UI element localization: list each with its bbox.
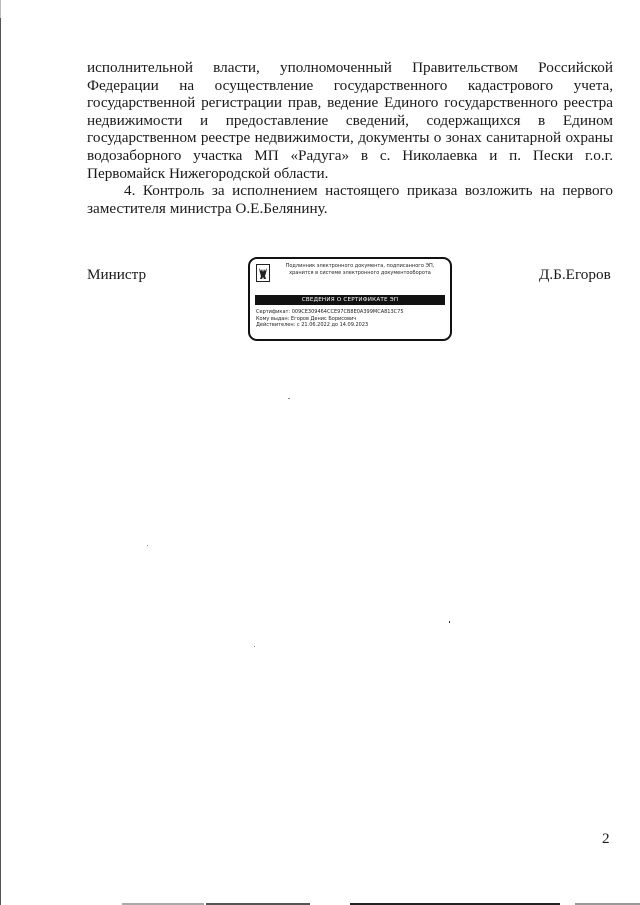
deer-emblem-icon [256,264,270,282]
text-line: Федерации на осуществление государственного кадастрового учета, [87,76,613,94]
scan-edge-top [0,0,1,18]
document-body [87,59,613,217]
text-line: исполнительной власти, уполномоченный Правительством Российской [87,59,613,76]
text-line: 4. Контроль за исполнением настоящего приказа возложить на первого [124,182,613,200]
stamp-certificate-heading: СВЕДЕНИЯ О СЕРТИФИКАТЕ ЭП [255,295,445,305]
certificate-row: Сертификат: 009CE309464CCE97CB8E0A399MCA813C75 [256,309,404,315]
scan-speck [288,398,290,399]
stamp-certificate-info [256,309,404,329]
issued-to-row: Кому выдан: Егоров Денис Борисович [256,315,357,322]
text-line: государственной регистрации прав, ведение Единого государственного реестра [87,94,613,112]
text-line: водозаборного участка МП «Радуга» в с. Николаевка и п. Пески г.о.г. [87,146,613,164]
text-line: Первомайск Нижегородской области. [87,164,329,182]
scan-speck [254,646,255,647]
validity-value: с 21.06.2022 до 14.09.2023 [296,322,369,329]
electronic-signature-stamp [248,257,452,341]
scan-edge-left [0,18,1,905]
certificate-value: 009CE309464CCE97CB8E0A399MCA813C75 [291,309,404,315]
signatory-title: Министр [87,266,147,283]
page-number: 2 [602,830,610,847]
paragraph-3-continuation [87,59,613,182]
scan-speck [449,621,450,623]
text-line: заместителя министра О.Е.Белянину. [87,199,328,217]
paragraph-4 [87,182,613,217]
signatory-name: Д.Б.Егоров [539,266,611,283]
issued-to-value: Егоров Денис Борисович [290,315,357,322]
text-line: недвижимости и предоставление сведений, содержащихся в Едином [87,111,613,129]
validity-row: Действителен: с 21.06.2022 до 14.09.2023 [256,322,369,329]
text-line: государственном реестре недвижимости, документы о зонах санитарной охраны [87,129,613,147]
scan-speck [147,545,148,546]
stamp-header: Подлинник электронного документа, подписанного ЭП, хранится в системе электронного документооборота [285,263,435,276]
